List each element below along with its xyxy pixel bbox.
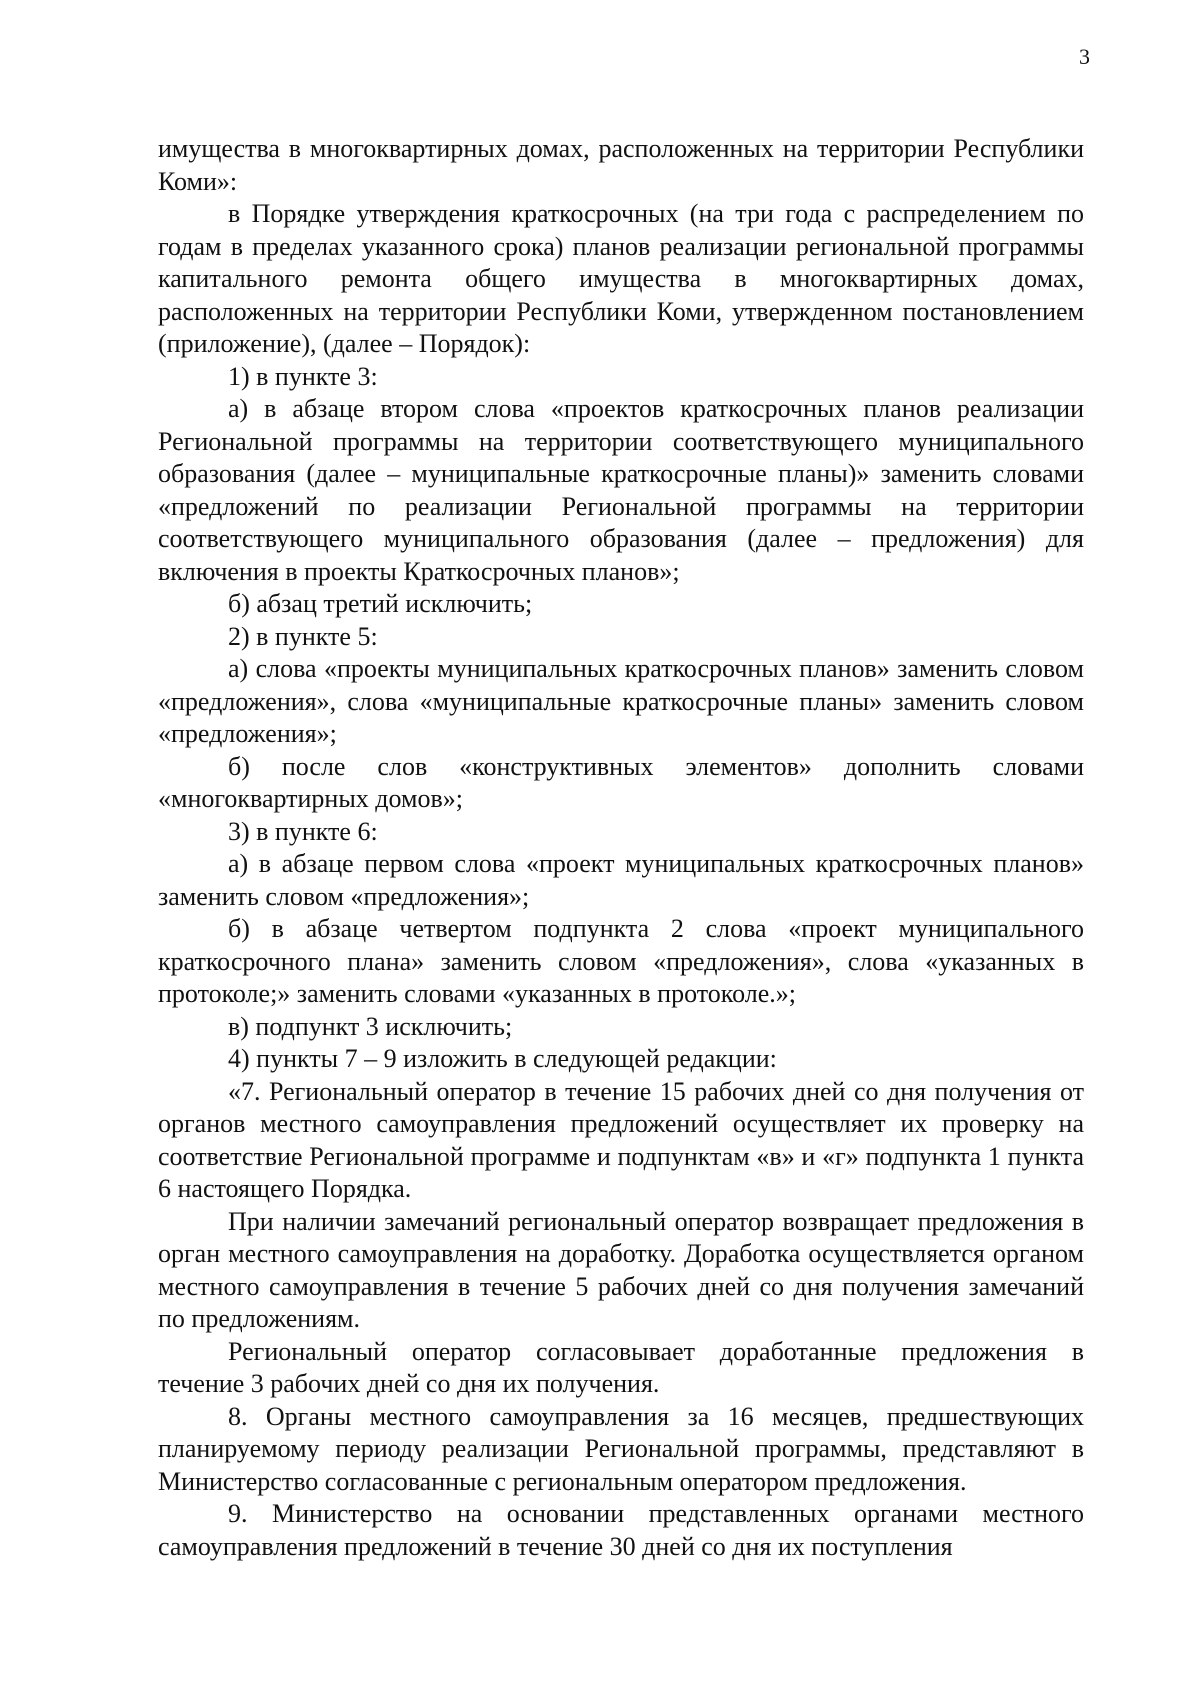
paragraph: имущества в многоквартирных домах, расположенных на территории Республики Коми»: [158,134,1084,196]
paragraph: 4) пункты 7 – 9 изложить в следующей редакции: [228,1044,777,1073]
paragraph: Региональный оператор согласовывает доработанные предложения в течение 3 рабочих дней со дня их получения. [158,1336,1084,1398]
paragraph: в) подпункт 3 исключить; [228,1011,513,1041]
paragraph: 9. Министерство на основании представленных органами местного самоуправления предложений в течение 30 дней со дня их поступления [158,1499,1084,1561]
paragraph: 2) в пункте 5: [228,621,378,651]
paragraph: 8. Органы местного самоуправления за 16 месяцев, предшествующих планируемому периоду реализации Региональной программы, представляют в Министерство согласованные с региональным оператором предложения. [158,1401,1084,1496]
paragraph: а) в абзаце втором слова «проектов краткосрочных планов реализации Региональной программы на территории соответствующего муниципального образования (далее – муниципальные краткосрочные планы)» заменить словами «предложений по реализации Региональной программы на территории соответствующего муниципального образования (далее – предложения) для включения в проекты Краткосрочных планов»; [158,394,1084,586]
paragraph: б) после слов «конструктивных элементов» дополнить словами «многоквартирных домов»; [158,751,1084,813]
paragraph: 1) в пункте 3: [228,361,378,391]
paragraph: «7. Региональный оператор в течение 15 рабочих дней со дня получения от органов местного самоуправления предложений осуществляет их проверку на соответствие Региональной программе и подпунктам «в» и «г» подпункта 1 пункта 6 настоящего Порядка. [158,1076,1084,1203]
paragraph: При наличии замечаний региональный оператор возвращает предложения в орган местного самоуправления на доработку. Доработка осуществляется органом местного самоуправления в течение 5 рабочих дней со дня получения замечаний по предложениям. [158,1206,1084,1333]
paragraph: б) в абзаце четвертом подпункта 2 слова «проект муниципального краткосрочного плана» заменить словом «предложения», слова «указанных в протоколе;» заменить словами «указанных в протоколе.»; [158,914,1084,1008]
paragraph: а) в абзаце первом слова «проект муниципальных краткосрочных планов» заменить словом «предложения»; [158,849,1084,911]
paragraph: а) слова «проекты муниципальных краткосрочных планов» заменить словом «предложения», слова «муниципальные краткосрочные планы» заменить словом «предложения»; [158,654,1084,748]
paragraph: б) абзац третий исключить; [228,589,533,618]
page-number: 3 [1079,44,1090,69]
paragraph: в Порядке утверждения краткосрочных (на три года с распределением по годам в пределах указанного срока) планов реализации региональной программы капитального ремонта общего имущества в многоквартирных домах, расположенных на территории Республики Коми, утвержденном постановлением (приложение), (далее – Порядок): [158,199,1084,358]
paragraph: 3) в пункте 6: [228,816,378,846]
document-body [158,133,1084,1563]
